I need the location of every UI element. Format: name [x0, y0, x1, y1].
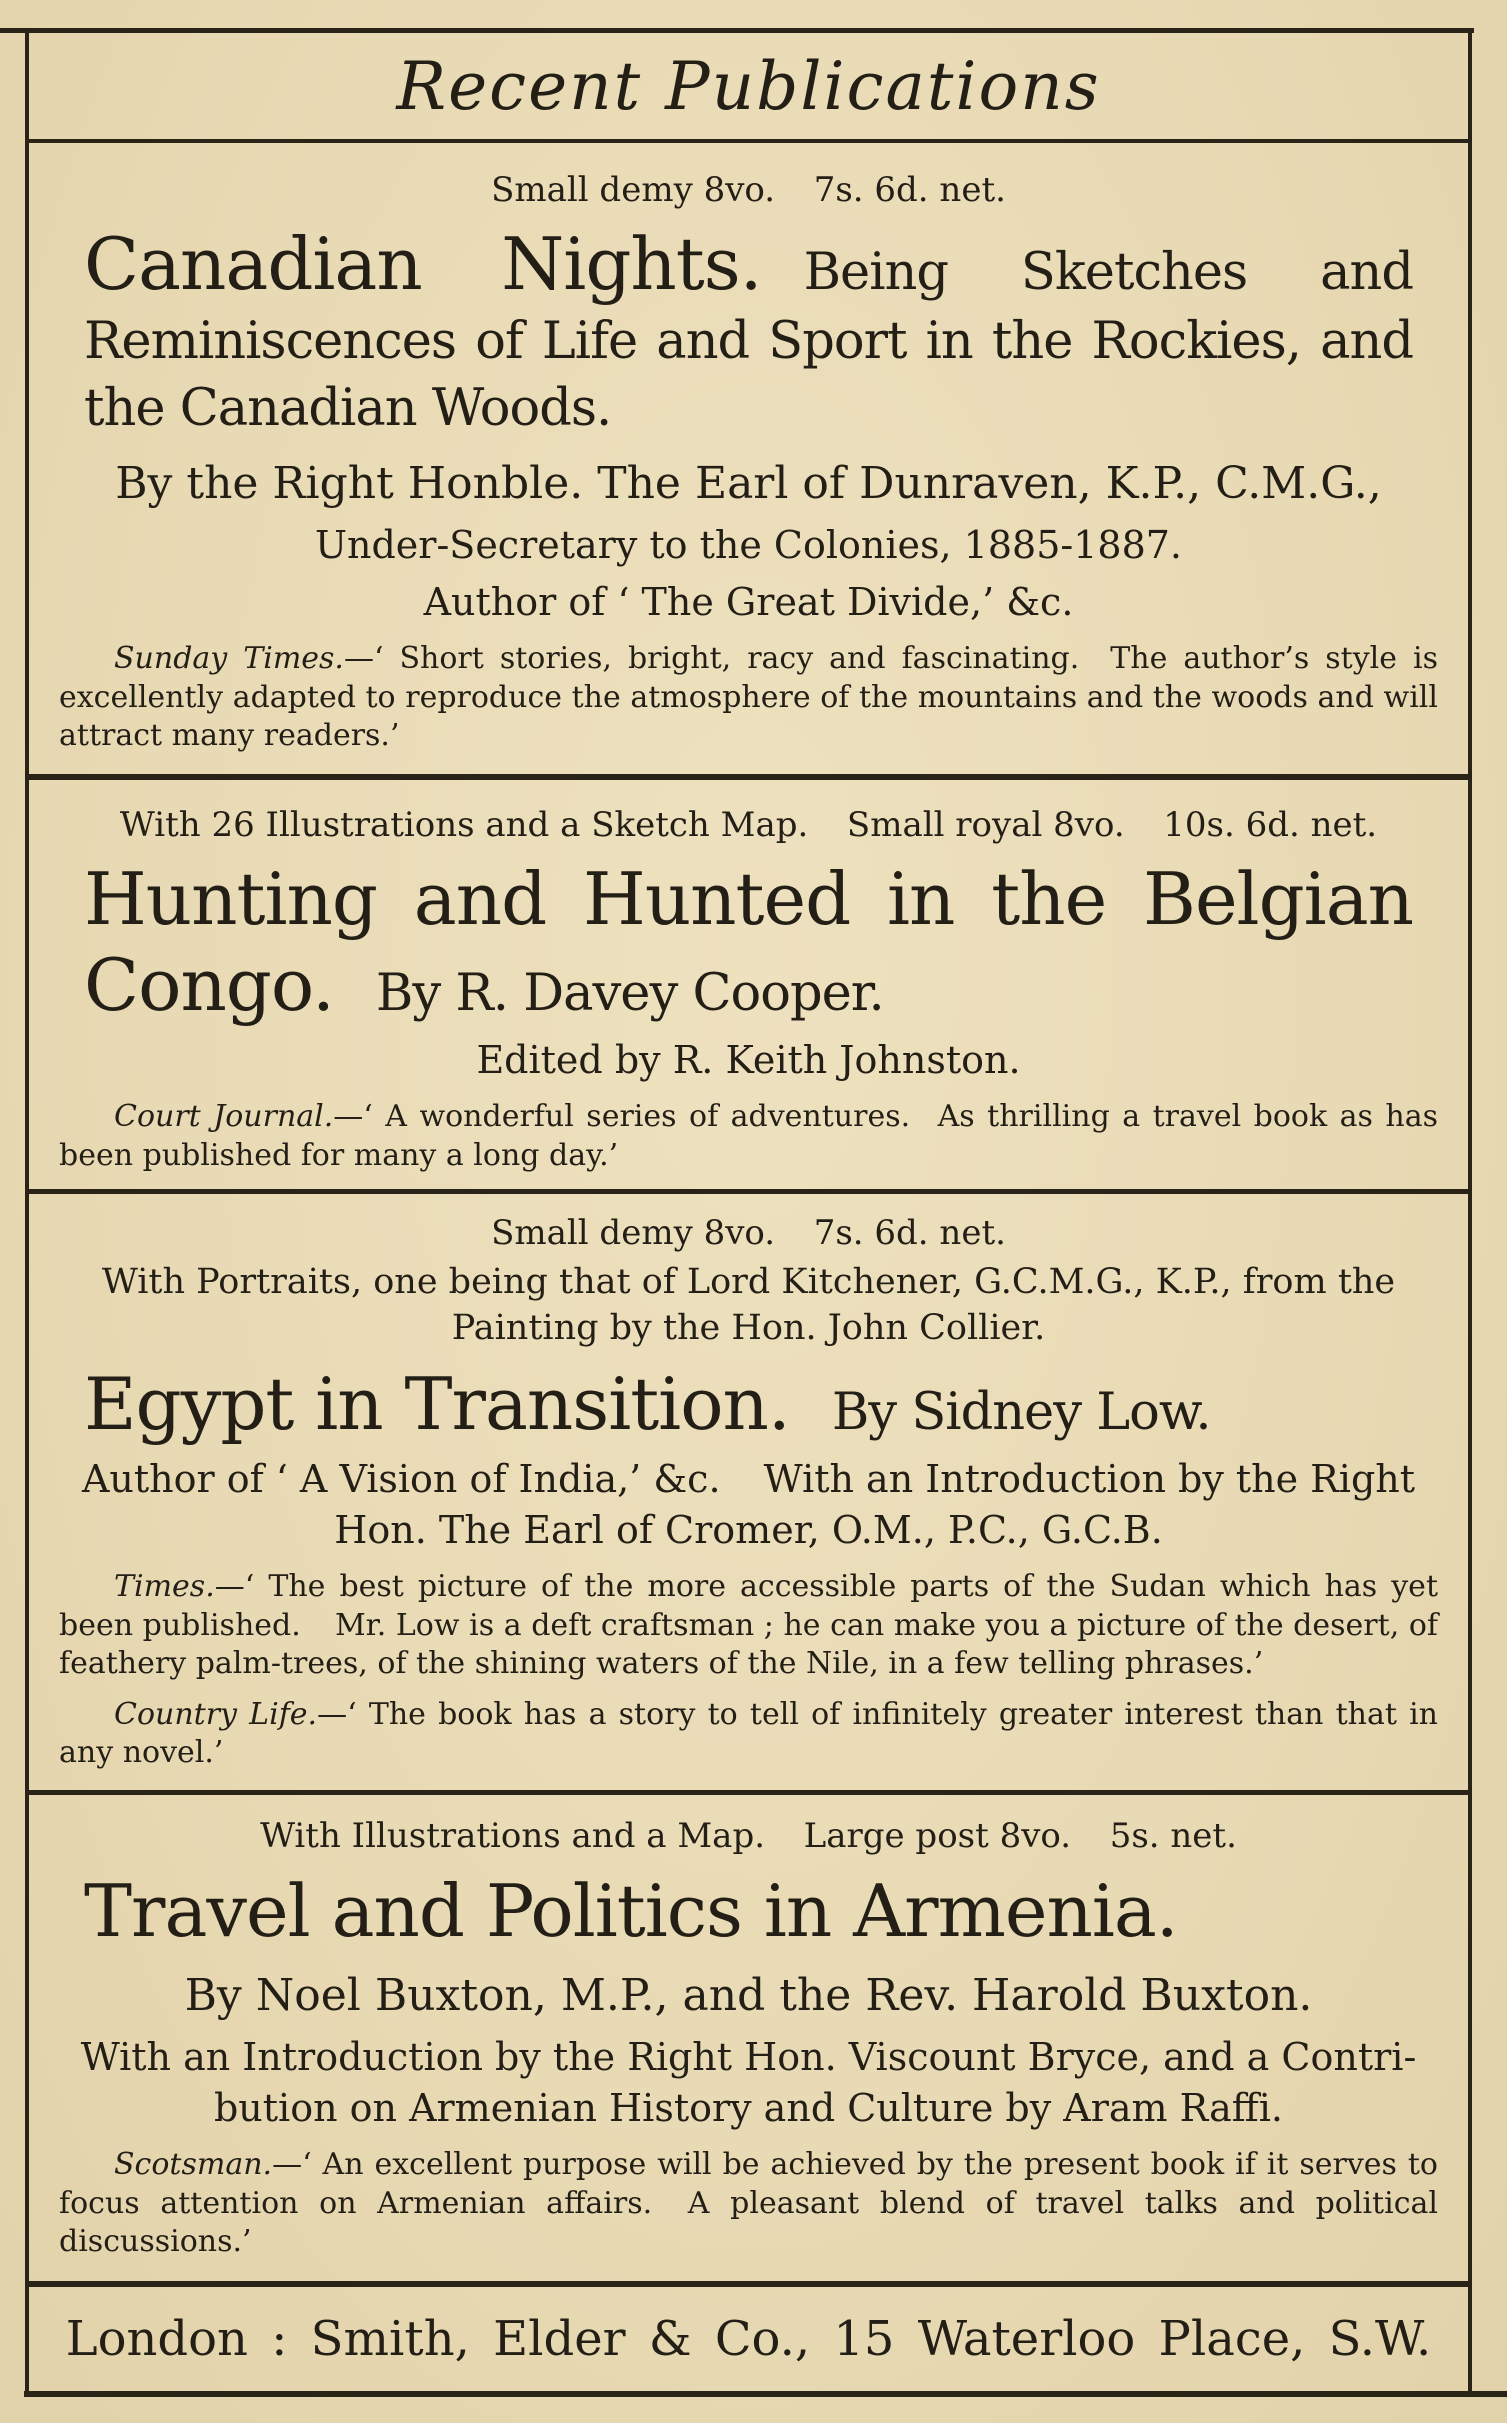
publisher-imprint: London : Smith, Elder & Co., 15 Waterloo Place, S.W. — [65, 2311, 1432, 2368]
review-text: —‘ The book has a story to tell of infinitely greater interest than that in any novel.’ — [59, 1696, 1439, 1770]
book-title-paragraph — [84, 1361, 1413, 1447]
author-works-line: Author of ‘ The Great Divide,’ &c. — [423, 580, 1074, 625]
book-title: Canadian Nights. — [84, 222, 762, 307]
book-entry-travel-and-politics-in-armenia — [59, 1795, 1438, 2275]
author-byline: By Noel Buxton, M.P., and the Rev. Harold Buxton. — [184, 1970, 1313, 2022]
format-price-line: Small demy 8vo. 7s. 6d. net. — [491, 169, 1006, 210]
frame-border-right — [1468, 28, 1472, 2397]
book-title-paragraph — [84, 856, 1413, 1029]
format-price-line: With 26 Illustrations and a Sketch Map. Small royal 8vo. 10s. 6d. net. — [119, 804, 1378, 845]
review-source: Country Life. — [114, 1696, 318, 1732]
format-price-line: Small demy 8vo. 7s. 6d. net. — [491, 1212, 1006, 1253]
scanned-page — [29, 33, 1468, 2391]
book-title-paragraph — [84, 1868, 1413, 1954]
book-author-inline: By Sidney Low. — [831, 1383, 1211, 1443]
press-review — [59, 1696, 1438, 1773]
review-text: —‘ Short stories, bright, racy and fascinating. The author’s style is excellently adapted to reproduce the atmosphere of the mountains and the woods and will attract many readers.’ — [59, 641, 1438, 754]
page-title: Recent Publications — [396, 48, 1101, 125]
review-text: —‘ A wonderful series of adventures. As thrilling a travel book as has been published for many a long day.’ — [59, 1099, 1439, 1173]
book-title: Travel and Politics in Armenia. — [84, 1868, 1178, 1953]
author-byline: Author of ‘ A Vision of India,’ &c. With an Introduction by the Right Hon. The Earl of Cromer, O.M., P.C., G.C.B. — [81, 1456, 1416, 1553]
page-header — [59, 49, 1438, 125]
press-review — [59, 2146, 1438, 2261]
format-price-line: With Illustrations and a Map. Large post 8vo. 5s. net. — [260, 1816, 1237, 1857]
review-source: Court Journal. — [114, 1099, 334, 1135]
book-entry-belgian-congo — [59, 780, 1438, 1189]
press-review — [59, 1098, 1438, 1175]
book-subtitle: Being Sketches and Reminiscences of Life and Sport in the Rockies, and the Canadian Woods. — [84, 243, 1413, 439]
book-entry-canadian-nights — [59, 143, 1438, 774]
frame-rule-bottom — [24, 2391, 1507, 2397]
book-title: Hunting and Hunted in the Belgian Congo. — [84, 857, 1413, 1028]
introduction-note: With an Introduction by the Right Hon. Viscount Bryce, and a Contribution on Armenian History and Culture by Aram Raffi. — [80, 2034, 1417, 2130]
press-review — [59, 640, 1438, 755]
author-byline: By the Right Honble. The Earl of Dunraven, K.P., C.M.G., — [115, 458, 1382, 510]
editor-byline: Edited by R. Keith Johnston. — [476, 1037, 1021, 1082]
author-title-line: Under-Secretary to the Colonies, 1885-1887. — [314, 522, 1183, 567]
illustration-note: With Portraits, one being that of Lord Kitchener, G.C.M.G., K.P., from the Painting by the Hon. John Collier. — [101, 1262, 1396, 1348]
review-text: —‘ An excellent purpose will be achieved by the present book if it serves to focus attention on Armenian affairs. A pleasant blend of travel talks and political discussions.’ — [59, 2147, 1438, 2260]
book-title-paragraph — [84, 221, 1413, 442]
footer-divider-rule — [29, 2281, 1468, 2287]
page-footer — [29, 2281, 1468, 2379]
press-review — [59, 1568, 1438, 1683]
book-author-inline: By R. Davey Cooper. — [375, 964, 884, 1024]
review-source: Times. — [114, 1569, 215, 1605]
review-text: —‘ The best picture of the more accessible parts of the Sudan which has yet been published. Mr. Low is a deft craftsman ; he can make you a picture of the desert, of feathery palm-trees, of the shining waters of the Nile, in a few telling phrases.’ — [59, 1569, 1438, 1682]
book-title: Egypt in Transition. — [84, 1362, 790, 1447]
review-source: Scotsman. — [114, 2147, 273, 2183]
book-entry-egypt-in-transition — [59, 1194, 1438, 1790]
review-source: Sunday Times. — [114, 641, 344, 677]
